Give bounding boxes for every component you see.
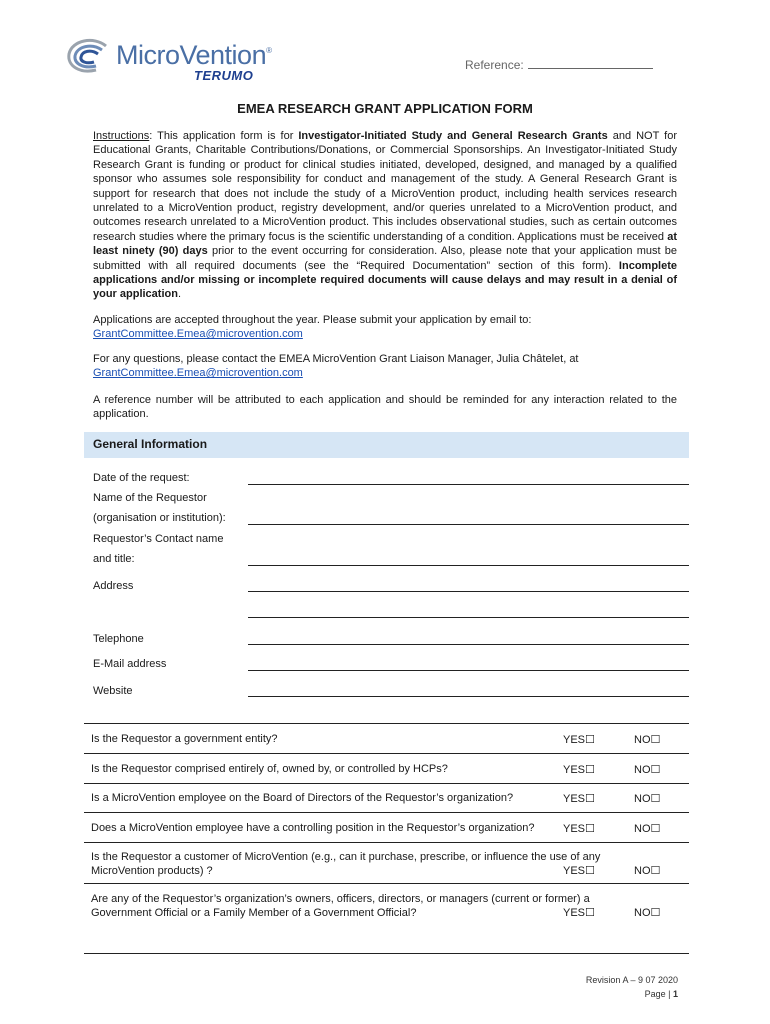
date-input-line[interactable] — [248, 484, 689, 485]
address-input-line-2[interactable] — [248, 617, 689, 618]
owned-by-hcps-yes-checkbox[interactable]: YES☐ — [563, 764, 595, 776]
controlling-position-yes-checkbox[interactable]: YES☐ — [563, 823, 595, 835]
requestor-name-input-line[interactable] — [248, 524, 689, 525]
address-label: Address — [93, 580, 134, 592]
reference-input-line[interactable] — [528, 59, 653, 69]
page-number: Page | 1 — [644, 989, 678, 999]
address-input-line-1[interactable] — [248, 591, 689, 592]
website-input-line[interactable] — [248, 696, 689, 697]
reference-label: Reference: — [465, 58, 524, 72]
question-customer-line-2: MicroVention products) ? — [91, 865, 213, 877]
divider — [84, 883, 689, 884]
form-title: EMEA RESEARCH GRANT APPLICATION FORM — [237, 101, 533, 116]
submission-email-link[interactable]: GrantCommittee.Emea@microvention.com — [93, 328, 303, 341]
government-entity-no-checkbox[interactable]: NO☐ — [634, 734, 661, 746]
contact-name-input-line[interactable] — [248, 565, 689, 566]
question-board-of-directors: Is a MicroVention employee on the Board of Directors of the Requestor’s organization? — [91, 792, 514, 804]
question-government-official-line-2: Government Official or a Family Member of a Government Official? — [91, 907, 417, 919]
logo-terumo: TERUMO — [194, 68, 254, 83]
customer-yes-checkbox[interactable]: YES☐ — [563, 865, 595, 877]
divider — [84, 753, 689, 754]
government-official-yes-checkbox[interactable]: YES☐ — [563, 907, 595, 919]
contact-paragraph: For any questions, please contact the EMEA MicroVention Grant Liaison Manager, Julia Châtelet, at GrantCommittee.Emea@microvention.com — [93, 353, 579, 380]
reference-field[interactable] — [465, 58, 653, 72]
question-government-official-line-1: Are any of the Requestor’s organization’s owners, officers, directors, or managers (current or former) a — [91, 893, 590, 905]
instructions-label: Instructions — [93, 130, 150, 142]
government-entity-yes-checkbox[interactable]: YES☐ — [563, 734, 595, 746]
microvention-swoosh-icon — [66, 38, 114, 78]
microvention-logo — [66, 38, 286, 86]
contact-title-label: and title: — [93, 553, 135, 565]
divider — [84, 953, 689, 954]
requestor-name-label: Name of the Requestor — [93, 492, 207, 504]
board-of-directors-no-checkbox[interactable]: NO☐ — [634, 793, 661, 805]
logo-wordmark: MicroVention® — [116, 40, 272, 70]
submission-paragraph: Applications are accepted throughout the year. Please submit your application by email to: GrantCommittee.Emea@microvention.com — [93, 314, 532, 341]
reference-paragraph: A reference number will be attributed to each application and should be reminded for any interaction related to the application. — [93, 394, 677, 421]
question-controlling-position: Does a MicroVention employee have a controlling position in the Requestor’s organization? — [91, 822, 535, 834]
divider — [84, 812, 689, 813]
telephone-input-line[interactable] — [248, 644, 689, 645]
requestor-name-label-2: (organisation or institution): — [93, 512, 226, 524]
controlling-position-no-checkbox[interactable]: NO☐ — [634, 823, 661, 835]
question-customer-line-1: Is the Requestor a customer of MicroVention (e.g., can it purchase, prescribe, or influence the use of any — [91, 851, 601, 863]
date-label: Date of the request: — [93, 472, 190, 484]
email-input-line[interactable] — [248, 670, 689, 671]
question-owned-by-hcps: Is the Requestor comprised entirely of, owned by, or controlled by HCPs? — [91, 763, 448, 775]
contact-email-link[interactable]: GrantCommittee.Emea@microvention.com — [93, 367, 303, 380]
divider — [84, 783, 689, 784]
website-label: Website — [93, 685, 133, 697]
contact-name-label: Requestor’s Contact name — [93, 533, 224, 545]
customer-no-checkbox[interactable]: NO☐ — [634, 865, 661, 877]
board-of-directors-yes-checkbox[interactable]: YES☐ — [563, 793, 595, 805]
instructions-paragraph: Instructions: This application form is for Investigator-Initiated Study and General Research Grants and NOT for Educational Grants, Charitable Contributions/Donations, or Commercial Sponsorships. An Investigator-Initiated Study Research Grant is funding or product for clinical studies initiated, developed, designed, and managed by a qualified sponsor who assumes sole responsibility for conduct and management of the study. A General Research Grant is support for research that does not include the study of a MicroVention product, including health services research unrelated to a MicroVention product, registry development, and/or queries unrelated to a MicroVention product, and outcomes research unrelated to a MicroVention product. This includes observational studies, such as certain outcomes research studies where the primary focus is the scientific understanding of a condition. Applications must be received at least ninety (90) days prior to the event occurring for consideration. Also, please note that your application must be submitted with all required documents (see the “Required Documentation” section of this form). Incomplete applications and/or missing or incomplete required documents will cause delays and may result in a denial of your application. — [93, 130, 677, 301]
email-label: E-Mail address — [93, 658, 167, 670]
divider — [84, 723, 689, 724]
government-official-no-checkbox[interactable]: NO☐ — [634, 907, 661, 919]
question-government-entity: Is the Requestor a government entity? — [91, 733, 278, 745]
revision-label: Revision A – 9 07 2020 — [585, 975, 678, 985]
divider — [84, 842, 689, 843]
general-information-heading: General Information — [84, 432, 689, 458]
owned-by-hcps-no-checkbox[interactable]: NO☐ — [634, 764, 661, 776]
telephone-label: Telephone — [93, 633, 144, 645]
